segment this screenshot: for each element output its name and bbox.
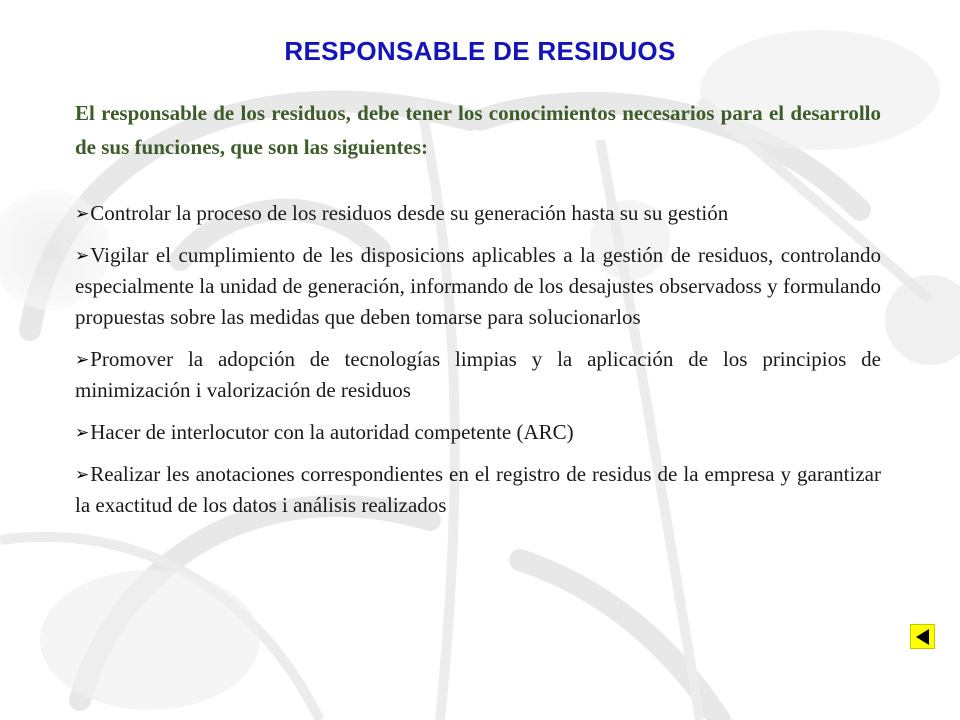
list-item-text: Promover la adopción de tecnologías limpias y la aplicación de los principios de minimización i valorización de residuos bbox=[75, 347, 881, 402]
list-item bbox=[75, 344, 881, 406]
arrow-bullet-icon: ➢ bbox=[75, 350, 90, 369]
list-item bbox=[75, 198, 881, 229]
responsibilities-list bbox=[75, 198, 881, 532]
list-item-text: Realizar les anotaciones correspondientes en el registro de residus de la empresa y garantizar la exactitud de los datos i análisis realizados bbox=[75, 462, 881, 517]
arrow-bullet-icon: ➢ bbox=[75, 246, 90, 265]
list-item-text: Vigilar el cumplimiento de les disposicions aplicables a la gestión de residuos, controlando especialmente la unidad de generación, informando de los desajustes observadoss y formulando propuestas sobre las medidas que deben tomarse para solucionarlos bbox=[75, 243, 881, 329]
list-item-text: Controlar la proceso de los residuos desde su generación hasta su su gestión bbox=[90, 201, 729, 225]
back-triangle-icon bbox=[916, 629, 929, 645]
back-button[interactable] bbox=[910, 624, 935, 649]
intro-paragraph: El responsable de los residuos, debe tener los conocimientos necesarios para el desarrollo de sus funciones, que son las siguientes: bbox=[75, 101, 881, 159]
arrow-bullet-icon: ➢ bbox=[75, 423, 90, 442]
list-item bbox=[75, 417, 881, 448]
arrow-bullet-icon: ➢ bbox=[75, 465, 90, 484]
page-title: RESPONSABLE DE RESIDUOS bbox=[284, 36, 676, 66]
list-item bbox=[75, 240, 881, 333]
arrow-bullet-icon: ➢ bbox=[75, 204, 90, 223]
list-item-text: Hacer de interlocutor con la autoridad competente (ARC) bbox=[90, 420, 574, 444]
list-item bbox=[75, 459, 881, 521]
